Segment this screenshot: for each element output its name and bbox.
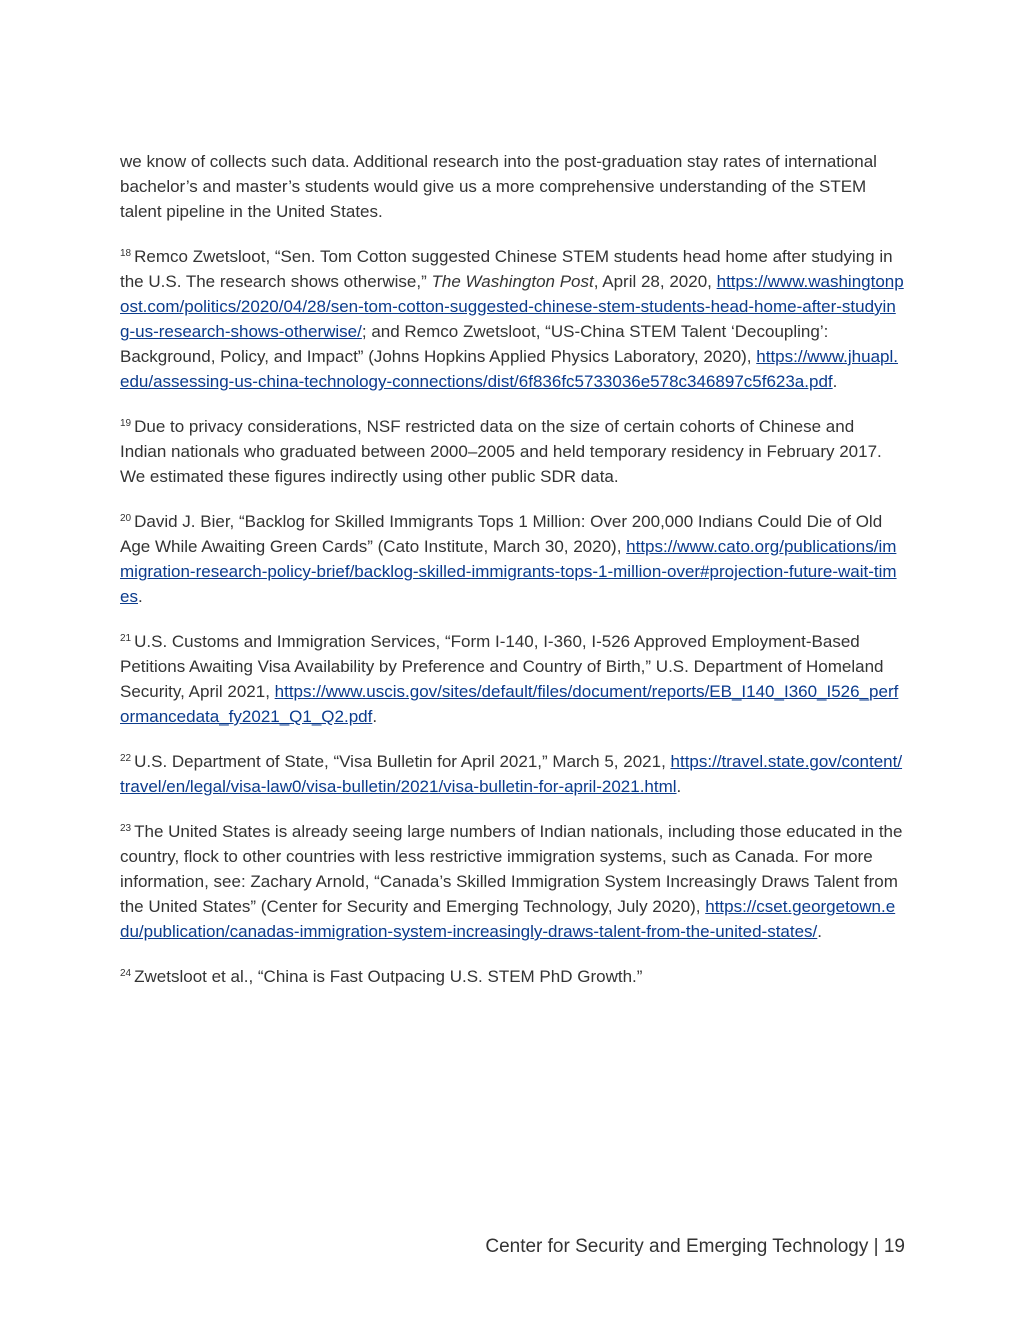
footnote-21	[120, 629, 904, 729]
footnote-number: 19	[120, 418, 132, 429]
footnote-text: Zwetsloot et al., “China is Fast Outpacing U.S. STEM PhD Growth.”	[134, 967, 643, 986]
footnote-20	[120, 509, 904, 609]
footnote-number: 24	[120, 968, 132, 979]
footnote-text: Due to privacy considerations, NSF restricted data on the size of certain cohorts of Chinese and Indian nationals who graduated between 2000–2005 and held temporary residency in February 2017. We estimated these figures indirectly using other public SDR data.	[120, 417, 882, 486]
footnote-text: U.S. Department of State, “Visa Bulletin for April 2021,” March 5, 2021,	[134, 752, 671, 771]
footnote-number: 20	[120, 513, 132, 524]
washington-post-link[interactable]: https://www.washingtonpost.com/politics/2020/04/28/sen-tom-cotton-suggested-chinese-stem-students-head-home-after-studying-us-research-shows-otherwise/	[120, 272, 904, 341]
footnote-18	[120, 244, 904, 394]
footnote-end: .	[137, 587, 143, 606]
publication-title: The Washington Post	[431, 272, 594, 291]
footnote-text: Remco Zwetsloot, “Sen. Tom Cotton suggested Chinese STEM students head home after studying in the U.S. The research shows otherwise,”	[120, 247, 893, 291]
footnote-number: 21	[120, 633, 132, 644]
footnote-text: U.S. Customs and Immigration Services, “Form I-140, I-360, I-526 Approved Employment-Based Petitions Awaiting Visa Availability by Preference and Country of Birth,” U.S. Department of Homeland Security, April 2021,	[120, 632, 884, 701]
cset-link[interactable]: https://cset.georgetown.edu/publication/canadas-immigration-system-increasingly-draws-talent-from-the-united-states/	[120, 897, 896, 941]
footnote-number: 22	[120, 753, 132, 764]
footnote-24	[120, 964, 904, 989]
footnote-end: .	[832, 372, 838, 391]
cato-link[interactable]: https://www.cato.org/publications/immigration-research-policy-brief/backlog-skilled-immigrants-tops-1-million-over#projection-future-wait-times	[120, 537, 897, 606]
footnote-number: 23	[120, 823, 132, 834]
footnote-22	[120, 749, 904, 799]
state-gov-link[interactable]: https://travel.state.gov/content/travel/en/legal/visa-law0/visa-bulletin/2021/visa-bulletin-for-april-2021.html	[120, 752, 903, 796]
uscis-link[interactable]: https://www.uscis.gov/sites/default/files/document/reports/EB_I140_I360_I526_performancedata_fy2021_Q1_Q2.pdf	[120, 682, 899, 726]
jhuapl-link[interactable]: https://www.jhuapl.edu/assessing-us-china-technology-connections/dist/6f836fc5733036e578c346897c5f623a.pdf	[120, 347, 899, 391]
footnote-end: .	[817, 922, 823, 941]
continued-text: we know of collects such data. Additional research into the post-graduation stay rates of international bachelor’s and master’s students would give us a more comprehensive understanding of the STEM talent pipeline in the United States.	[120, 152, 877, 221]
footnote-23	[120, 819, 904, 944]
footnote-end: .	[372, 707, 378, 726]
footnotes-section	[120, 149, 904, 1009]
footnote-text: ; and Remco Zwetsloot, “US-China STEM Talent ‘Decoupling’: Background, Policy, and Impact” (Johns Hopkins Applied Physics Laboratory, 2020),	[120, 322, 829, 366]
continued-paragraph	[120, 149, 904, 224]
footnote-number: 18	[120, 248, 132, 259]
footnote-text: David J. Bier, “Backlog for Skilled Immigrants Tops 1 Million: Over 200,000 Indians Could Die of Old Age While Awaiting Green Cards” (Cato Institute, March 30, 2020),	[120, 512, 883, 556]
page-footer: Center for Security and Emerging Technology | 19	[485, 1236, 905, 1257]
footnote-text: The United States is already seeing large numbers of Indian nationals, including those educated in the country, flock to other countries with less restrictive immigration systems, such as Canada. For more information, see: Zachary Arnold, “Canada’s Skilled Immigration System Increasingly Draws Talent from the United States” (Center for Security and Emerging Technology, July 2020),	[120, 822, 903, 916]
footnote-19	[120, 414, 904, 489]
footnote-text: , April 28, 2020,	[593, 272, 717, 291]
footnote-end: .	[676, 777, 682, 796]
